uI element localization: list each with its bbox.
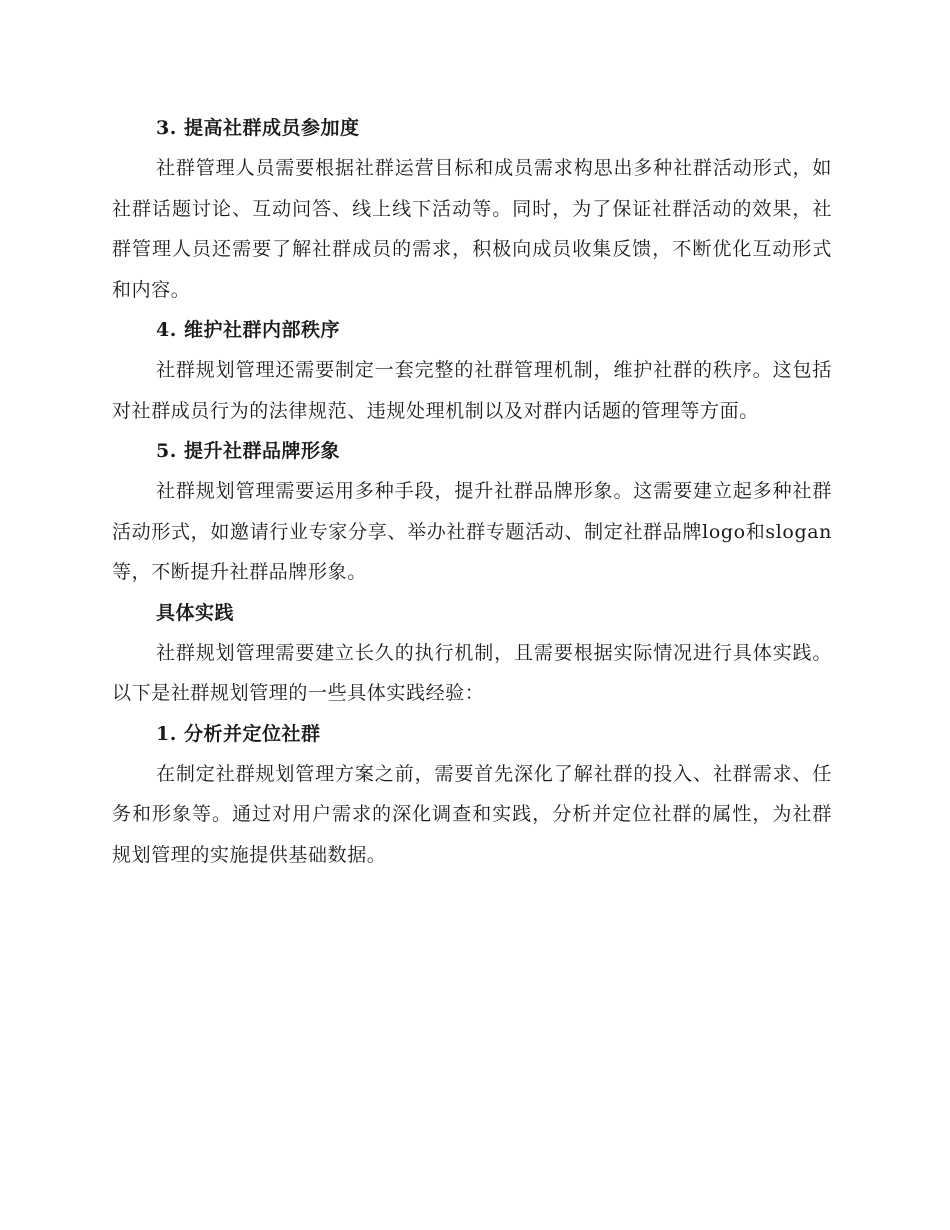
section-paragraph-brand: 社群规划管理需要运用多种手段，提升社群品牌形象。这需要建立起多种社群活动形式，如邀请行业专家分享、举办社群专题活动、制定社群品牌logo和slogan等，不断提升社群品牌形象。: [112, 480, 832, 583]
section-heading-order: 4. 维护社群内部秩序: [156, 319, 340, 341]
section-heading-participation: 3. 提高社群成员参加度: [156, 117, 360, 139]
document-body: [112, 108, 832, 875]
section-heading-brand: 5. 提升社群品牌形象: [156, 440, 340, 462]
section-paragraph-analysis: 在制定社群规划管理方案之前，需要首先深化了解社群的投入、社群需求、任务和形象等。通过对用户需求的深化调查和实践，分析并定位社群的属性，为社群规划管理的实施提供基础数据。: [112, 762, 832, 866]
section-paragraph-order: 社群规划管理还需要制定一套完整的社群管理机制，维护社群的秩序。这包括对社群成员行为的法律规范、违规处理机制以及对群内话题的管理等方面。: [112, 359, 832, 422]
section-heading-analysis: 1. 分析并定位社群: [156, 722, 321, 745]
section-paragraph-participation: 社群管理人员需要根据社群运营目标和成员需求构思出多种社群活动形式，如社群话题讨论、互动问答、线上线下活动等。同时，为了保证社群活动的效果，社群管理人员还需要了解社群成员的需求，积极向成员收集反馈，不断优化互动形式和内容。: [112, 157, 832, 301]
section-paragraph-practice: 社群规划管理需要建立长久的执行机制，且需要根据实际情况进行具体实践。以下是社群规划管理的一些具体实践经验：: [112, 641, 832, 704]
section-heading-practice: 具体实践: [156, 601, 235, 624]
